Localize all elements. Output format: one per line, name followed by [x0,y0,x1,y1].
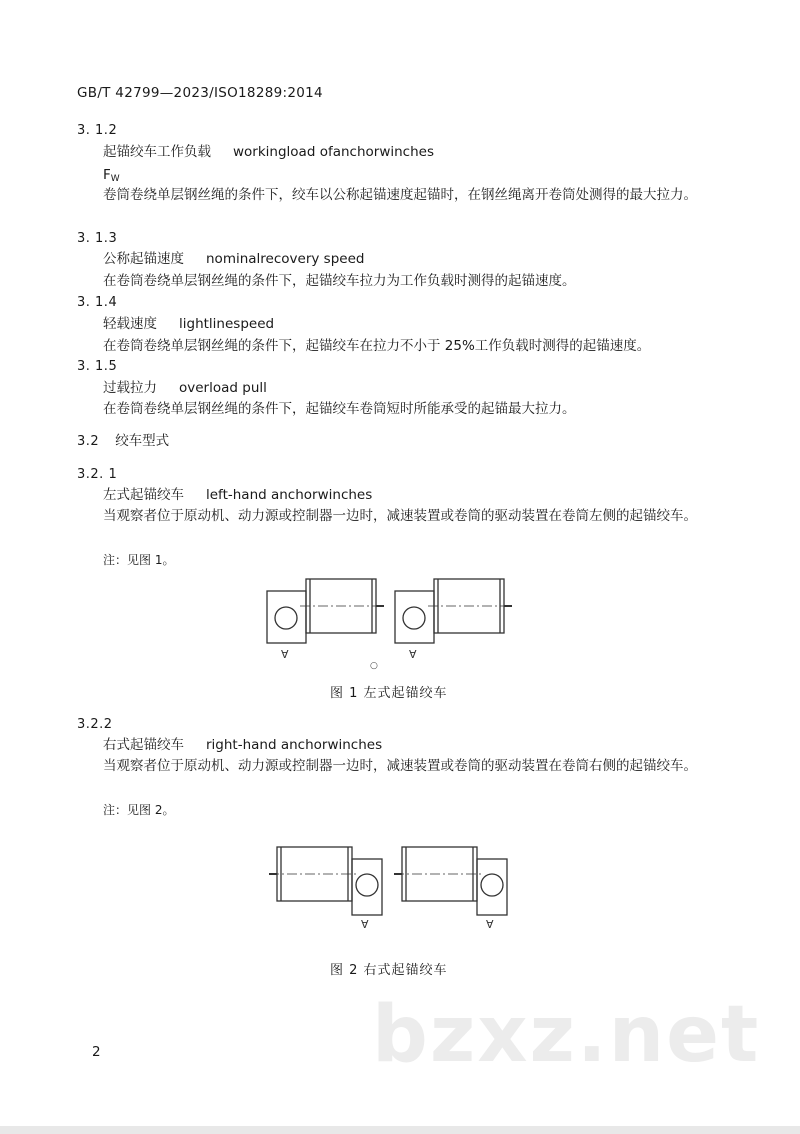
standard-id-header: GB/T 42799—2023/ISO18289:2014 [77,85,323,101]
page-number: 2 [92,1044,101,1060]
note: 注：见图 1。 [103,553,175,567]
term-en: lightlinespeed [179,316,275,332]
term-heading [103,250,364,268]
drive-motor-circle [275,607,297,629]
term-definition: 当观察者位于原动机、动力源或控制器一边时，减速装置或卷筒的驱动装置在卷筒右侧的起锚绞车。 [103,758,697,774]
term-definition: 在卷筒卷绕单层钢丝绳的条件下，起锚绞车在拉力不小于 25%工作负载时测得的起锚速度。 [103,338,651,354]
term-zh: 右式起锚绞车 [103,737,184,753]
gearbox-housing [267,591,306,643]
term-en: nominalrecovery speed [206,251,365,267]
term-zh: 起锚绞车工作负载 [103,144,211,160]
figure-2-caption: 图 2 右式起锚绞车 [330,963,448,978]
section-number: 3. 1.2 [77,123,118,138]
figure-1-caption: 图 1 左式起锚绞车 [330,686,448,701]
term-heading [103,143,434,161]
term-definition: 卷筒卷绕单层钢丝绳的条件下，绞车以公称起锚速度起锚时，在钢丝绳离开卷筒处测得的最大拉力。 [103,187,697,203]
observer-arrow-icon: ∀ [361,918,369,931]
term-en: workingload ofanchorwinches [233,144,434,160]
term-definition: 在卷筒卷绕单层钢丝绳的条件下，起锚绞车拉力为工作负载时测得的起锚速度。 [103,273,576,289]
section-number: 3.2. 1 [77,467,118,482]
observer-arrow-icon: ∀ [409,648,417,661]
term-definition: 在卷筒卷绕单层钢丝绳的条件下，起锚绞车卷筒短时所能承受的起锚最大拉力。 [103,401,576,417]
observer-arrow-icon: ∀ [486,918,494,931]
section-number: 3. 1.5 [77,359,118,374]
gearbox-housing [395,591,434,643]
term-zh: 轻载速度 [103,316,157,332]
section-number: 3. 1.4 [77,295,118,310]
term-zh: 过载拉力 [103,380,157,396]
term-definition: 当观察者位于原动机、动力源或控制器一边时，减速装置或卷筒的驱动装置在卷筒左侧的起锚绞车。 [103,508,697,524]
term-zh: 公称起锚速度 [103,251,184,267]
term-heading [103,315,274,333]
drive-motor-circle [356,874,378,896]
term-en: left-hand anchorwinches [206,487,373,503]
figure-mark: ○ [370,661,378,671]
symbol-main: F [103,167,111,183]
figure-1-diagram [262,574,522,674]
observer-arrow-icon: ∀ [281,648,289,661]
drive-motor-circle [481,874,503,896]
note: 注：见图 2。 [103,803,175,817]
section-number: 3.2 [77,434,100,449]
section-heading [77,432,169,451]
watermark: bzxz.net [372,990,761,1080]
term-heading [103,486,372,504]
section-number: 3. 1.3 [77,231,118,246]
drive-motor-circle [403,607,425,629]
term-heading [103,379,267,397]
term-zh: 左式起锚绞车 [103,487,184,503]
page-bottom-edge [0,1126,800,1134]
figure-2-diagram [268,842,518,934]
term-en: overload pull [179,380,267,396]
section-title: 绞车型式 [115,433,170,449]
symbol-sub: W [110,174,120,184]
term-heading [103,736,382,754]
section-number: 3.2.2 [77,717,113,732]
term-en: right-hand anchorwinches [206,737,383,753]
